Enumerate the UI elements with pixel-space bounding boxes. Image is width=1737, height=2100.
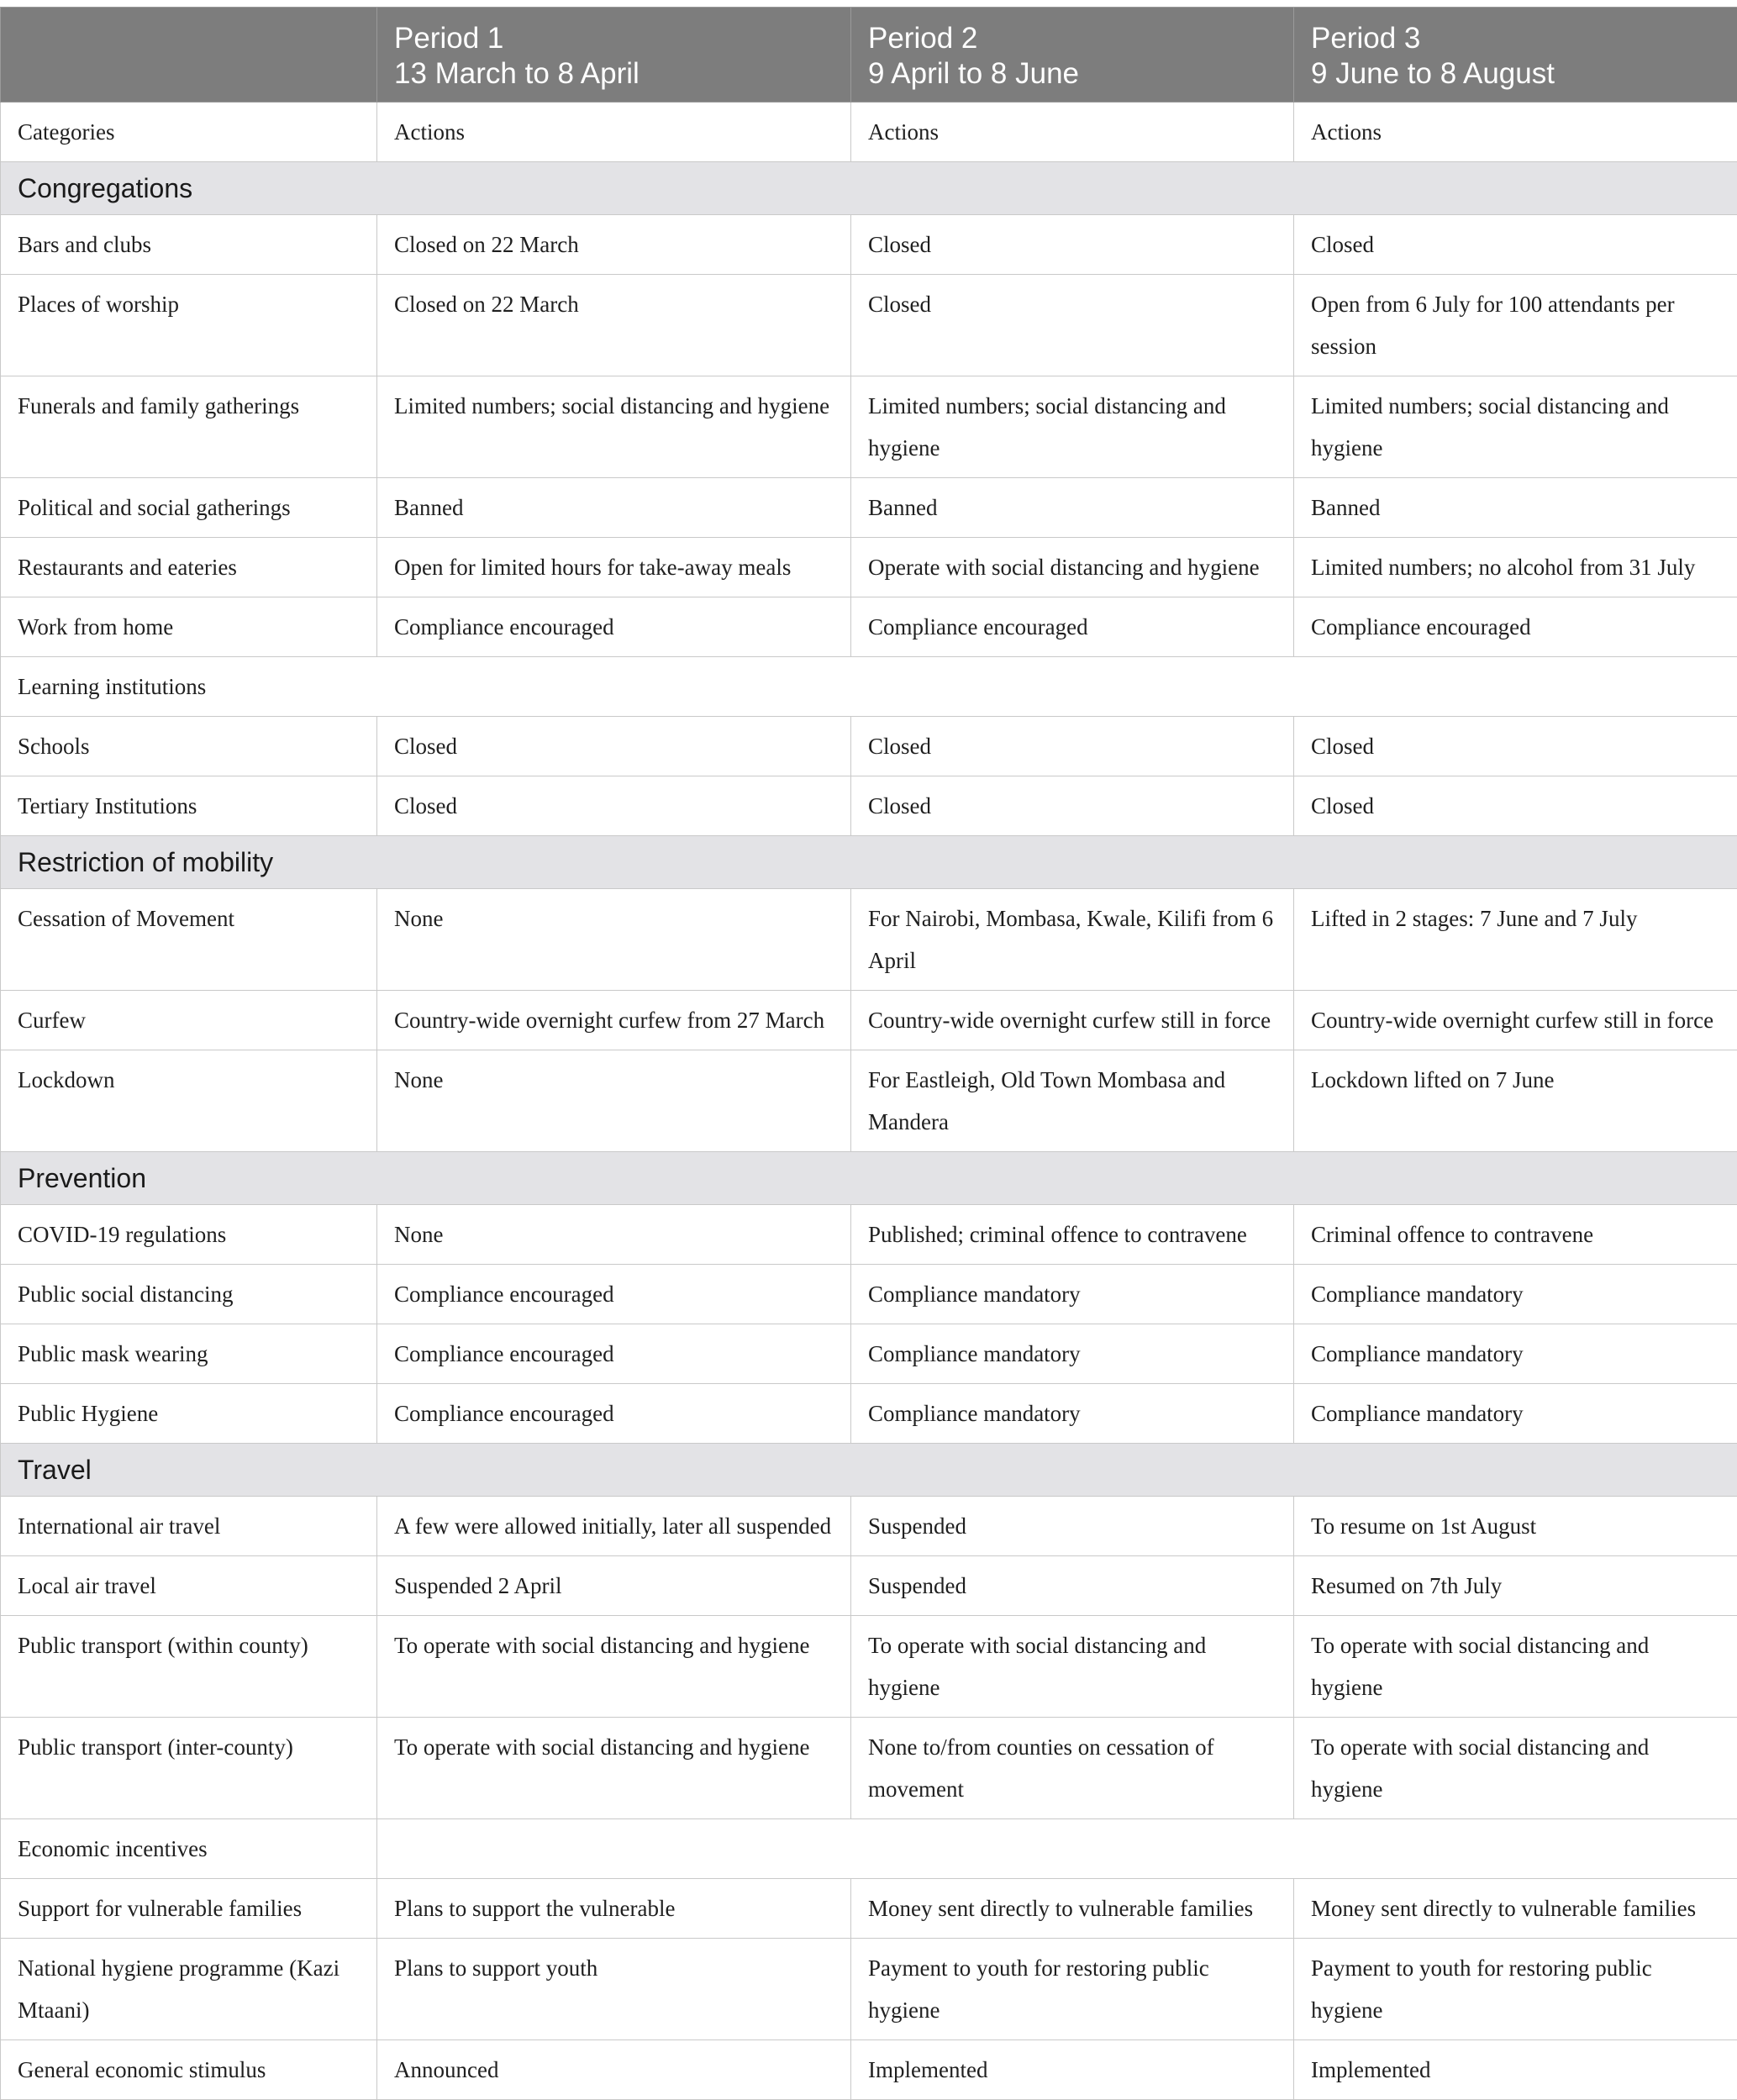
table-row bbox=[1, 1384, 1737, 1444]
category-cell: National hygiene programme (Kazi Mtaani) bbox=[1, 1939, 377, 2040]
period-1-cell: Compliance encouraged bbox=[377, 597, 851, 657]
period-3-cell: Compliance mandatory bbox=[1294, 1384, 1737, 1444]
period-1-cell: Suspended 2 April bbox=[377, 1556, 851, 1616]
table-row bbox=[1, 1616, 1737, 1718]
period-1-cell: To operate with social distancing and hygiene bbox=[377, 1616, 851, 1718]
table-row bbox=[1, 597, 1737, 657]
header-period-1 bbox=[377, 8, 851, 103]
period-2-cell: Closed bbox=[851, 215, 1294, 275]
period-1-cell: Country-wide overnight curfew from 27 March bbox=[377, 991, 851, 1050]
period-3-cell: Lifted in 2 stages: 7 June and 7 July bbox=[1294, 889, 1737, 991]
period-1-cell: None bbox=[377, 889, 851, 991]
period-2-cell: Banned bbox=[851, 478, 1294, 538]
subgroup-label-row bbox=[1, 657, 1737, 717]
period-3-cell: To operate with social distancing and hygiene bbox=[1294, 1616, 1737, 1718]
period-3-name: Period 3 bbox=[1311, 21, 1720, 56]
period-3-cell: Closed bbox=[1294, 717, 1737, 776]
table-row bbox=[1, 275, 1737, 376]
period-3-cell: Compliance mandatory bbox=[1294, 1324, 1737, 1384]
period-3-range: 9 June to 8 August bbox=[1311, 56, 1720, 92]
period-3-cell: Closed bbox=[1294, 776, 1737, 836]
table-row bbox=[1, 478, 1737, 538]
period-3-cell: Lockdown lifted on 7 June bbox=[1294, 1050, 1737, 1152]
period-2-cell: Compliance encouraged bbox=[851, 597, 1294, 657]
category-cell: Bars and clubs bbox=[1, 215, 377, 275]
table-row bbox=[1, 1556, 1737, 1616]
table-row bbox=[1, 103, 1737, 162]
table-header-row bbox=[1, 8, 1737, 103]
table-row bbox=[1, 1265, 1737, 1324]
period-2-cell: Money sent directly to vulnerable families bbox=[851, 1879, 1294, 1939]
subgroup-label-row bbox=[1, 1819, 1737, 1879]
section-title: Travel bbox=[1, 1444, 1737, 1497]
table-row bbox=[1, 2040, 1737, 2100]
section-header-row bbox=[1, 162, 1737, 215]
table-row bbox=[1, 1497, 1737, 1556]
table-row bbox=[1, 376, 1737, 478]
period-3-cell: Banned bbox=[1294, 478, 1737, 538]
section-header-row bbox=[1, 1152, 1737, 1205]
period-1-cell: Plans to support youth bbox=[377, 1939, 851, 2040]
category-cell: Funerals and family gatherings bbox=[1, 376, 377, 478]
table-row bbox=[1, 1205, 1737, 1265]
period-2-cell: Closed bbox=[851, 776, 1294, 836]
table-row bbox=[1, 776, 1737, 836]
policy-measures-table bbox=[0, 7, 1737, 2100]
category-cell: Political and social gatherings bbox=[1, 478, 377, 538]
period-3-cell: To operate with social distancing and hygiene bbox=[1294, 1718, 1737, 1819]
section-title: Congregations bbox=[1, 162, 1737, 215]
period-1-cell: Announced bbox=[377, 2040, 851, 2100]
period-2-cell: Actions bbox=[851, 103, 1294, 162]
empty-span-cell bbox=[377, 1819, 1737, 1879]
period-3-cell: Implemented bbox=[1294, 2040, 1737, 2100]
period-2-cell: Suspended bbox=[851, 1497, 1294, 1556]
period-2-cell: Operate with social distancing and hygiene bbox=[851, 538, 1294, 597]
period-1-cell: None bbox=[377, 1205, 851, 1265]
category-cell: Lockdown bbox=[1, 1050, 377, 1152]
period-2-cell: Closed bbox=[851, 717, 1294, 776]
table-row bbox=[1, 215, 1737, 275]
table-row bbox=[1, 1879, 1737, 1939]
subgroup-label: Learning institutions bbox=[1, 657, 1737, 717]
category-cell: General economic stimulus bbox=[1, 2040, 377, 2100]
section-title: Prevention bbox=[1, 1152, 1737, 1205]
category-cell: Restaurants and eateries bbox=[1, 538, 377, 597]
section-header-row bbox=[1, 836, 1737, 889]
category-cell: Local air travel bbox=[1, 1556, 377, 1616]
category-cell: Work from home bbox=[1, 597, 377, 657]
table-row bbox=[1, 1939, 1737, 2040]
category-cell: Cessation of Movement bbox=[1, 889, 377, 991]
period-3-cell: Limited numbers; social distancing and hygiene bbox=[1294, 376, 1737, 478]
period-1-cell: None bbox=[377, 1050, 851, 1152]
category-cell: International air travel bbox=[1, 1497, 377, 1556]
period-2-name: Period 2 bbox=[868, 21, 1276, 56]
table-row bbox=[1, 1050, 1737, 1152]
category-cell: Public transport (within county) bbox=[1, 1616, 377, 1718]
period-1-cell: Compliance encouraged bbox=[377, 1324, 851, 1384]
table-row bbox=[1, 717, 1737, 776]
period-2-cell: Country-wide overnight curfew still in force bbox=[851, 991, 1294, 1050]
period-3-cell: Limited numbers; no alcohol from 31 July bbox=[1294, 538, 1737, 597]
period-3-cell: Compliance mandatory bbox=[1294, 1265, 1737, 1324]
header-period-2 bbox=[851, 8, 1294, 103]
period-2-cell: For Eastleigh, Old Town Mombasa and Mandera bbox=[851, 1050, 1294, 1152]
category-cell: Public mask wearing bbox=[1, 1324, 377, 1384]
period-3-cell: Country-wide overnight curfew still in force bbox=[1294, 991, 1737, 1050]
header-blank-cell bbox=[1, 8, 377, 103]
category-cell: COVID-19 regulations bbox=[1, 1205, 377, 1265]
period-1-cell: Compliance encouraged bbox=[377, 1265, 851, 1324]
header-period-3 bbox=[1294, 8, 1737, 103]
period-2-cell: Implemented bbox=[851, 2040, 1294, 2100]
category-cell: Curfew bbox=[1, 991, 377, 1050]
period-1-cell: Banned bbox=[377, 478, 851, 538]
table-row bbox=[1, 538, 1737, 597]
period-2-cell: For Nairobi, Mombasa, Kwale, Kilifi from 6 April bbox=[851, 889, 1294, 991]
category-cell: Public Hygiene bbox=[1, 1384, 377, 1444]
period-3-cell: Criminal offence to contravene bbox=[1294, 1205, 1737, 1265]
period-3-cell: Closed bbox=[1294, 215, 1737, 275]
category-cell: Schools bbox=[1, 717, 377, 776]
period-2-cell: Suspended bbox=[851, 1556, 1294, 1616]
period-1-cell: Closed bbox=[377, 776, 851, 836]
category-cell: Tertiary Institutions bbox=[1, 776, 377, 836]
section-title: Restriction of mobility bbox=[1, 836, 1737, 889]
period-2-cell: Closed bbox=[851, 275, 1294, 376]
category-cell: Public transport (inter-county) bbox=[1, 1718, 377, 1819]
period-3-cell: Compliance encouraged bbox=[1294, 597, 1737, 657]
period-3-cell: Payment to youth for restoring public hygiene bbox=[1294, 1939, 1737, 2040]
period-3-cell: Money sent directly to vulnerable families bbox=[1294, 1879, 1737, 1939]
section-header-row bbox=[1, 1444, 1737, 1497]
period-3-cell: Resumed on 7th July bbox=[1294, 1556, 1737, 1616]
subgroup-label: Economic incentives bbox=[1, 1819, 377, 1879]
period-2-cell: Published; criminal offence to contravene bbox=[851, 1205, 1294, 1265]
period-1-cell: Actions bbox=[377, 103, 851, 162]
period-1-cell: Open for limited hours for take-away meals bbox=[377, 538, 851, 597]
table-row bbox=[1, 1324, 1737, 1384]
table-body bbox=[1, 103, 1737, 2100]
period-1-range: 13 March to 8 April bbox=[394, 56, 834, 92]
category-cell: Places of worship bbox=[1, 275, 377, 376]
category-cell: Public social distancing bbox=[1, 1265, 377, 1324]
period-1-cell: Plans to support the vulnerable bbox=[377, 1879, 851, 1939]
period-1-name: Period 1 bbox=[394, 21, 834, 56]
table-row bbox=[1, 991, 1737, 1050]
table-row bbox=[1, 1718, 1737, 1819]
period-1-cell: Limited numbers; social distancing and hygiene bbox=[377, 376, 851, 478]
period-2-cell: Compliance mandatory bbox=[851, 1384, 1294, 1444]
period-3-cell: Actions bbox=[1294, 103, 1737, 162]
period-1-cell: To operate with social distancing and hygiene bbox=[377, 1718, 851, 1819]
category-cell: Support for vulnerable families bbox=[1, 1879, 377, 1939]
period-1-cell: Closed on 22 March bbox=[377, 275, 851, 376]
category-cell: Categories bbox=[1, 103, 377, 162]
period-1-cell: Closed on 22 March bbox=[377, 215, 851, 275]
period-2-cell: Compliance mandatory bbox=[851, 1324, 1294, 1384]
period-1-cell: A few were allowed initially, later all suspended bbox=[377, 1497, 851, 1556]
period-2-cell: Payment to youth for restoring public hygiene bbox=[851, 1939, 1294, 2040]
period-2-cell: None to/from counties on cessation of movement bbox=[851, 1718, 1294, 1819]
period-2-cell: Compliance mandatory bbox=[851, 1265, 1294, 1324]
period-1-cell: Closed bbox=[377, 717, 851, 776]
period-3-cell: To resume on 1st August bbox=[1294, 1497, 1737, 1556]
period-2-cell: Limited numbers; social distancing and hygiene bbox=[851, 376, 1294, 478]
table-row bbox=[1, 889, 1737, 991]
period-2-cell: To operate with social distancing and hygiene bbox=[851, 1616, 1294, 1718]
period-1-cell: Compliance encouraged bbox=[377, 1384, 851, 1444]
period-2-range: 9 April to 8 June bbox=[868, 56, 1276, 92]
period-3-cell: Open from 6 July for 100 attendants per session bbox=[1294, 275, 1737, 376]
